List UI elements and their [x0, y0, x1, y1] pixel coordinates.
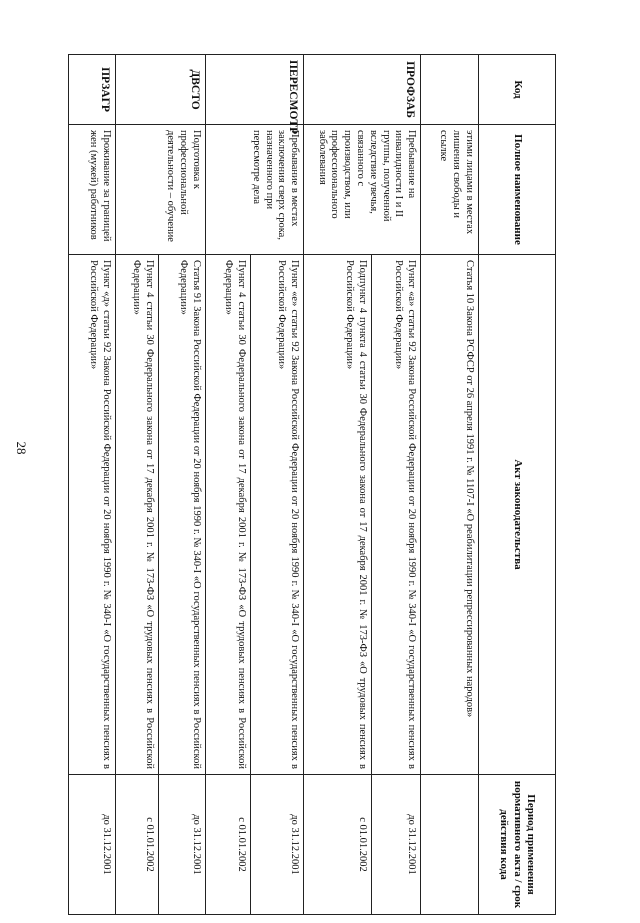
- table-header-row: [479, 55, 556, 915]
- table-row: [371, 55, 420, 915]
- period-cell: [421, 775, 479, 915]
- code-cell: ПРЗАГР: [69, 55, 116, 125]
- name-cell: Подготовка к профессиональной деятельности – обучение: [116, 125, 206, 255]
- act-cell: Пункт «а» статьи 92 Закона Российской Федерации от 20 ноября 1990 г. № 340-I «О государственных пенсиях в Российской Федерации»: [371, 255, 420, 775]
- act-cell: Подпункт 4 пункта 4 статьи 30 Федерального закона от 17 декабря 2001 г. № 173-ФЗ «О трудовых пенсиях в Российской Федерации»: [304, 255, 372, 775]
- act-cell: Пункт «д» статьи 92 Закона Российской Федерации от 20 ноября 1990 г. № 340-I «О государственных пенсиях в Российской Федерации»: [69, 255, 116, 775]
- name-cell: Пребывание в местах заключения сверх срока, назначенного при пересмотре дела: [205, 125, 303, 255]
- name-cell: этими лицами в местах лишения свободы и ссылке: [421, 125, 479, 255]
- period-cell: до 31.12.2001: [158, 775, 205, 915]
- codes-table: [68, 54, 556, 915]
- act-cell: Статья 91 Закона Российской Федерации от 20 ноября 1990 г. № 340-I «О государственных пенсиях в Российской Федерации»: [158, 255, 205, 775]
- act-cell: Пункт «е» статьи 92 Закона Российской Федерации от 20 ноября 1990 г. № 340-I «О государственных пенсиях в Российской Федерации»: [250, 255, 303, 775]
- period-cell: с 01.01.2002: [304, 775, 372, 915]
- header-act: Акт законодательства: [479, 255, 556, 775]
- name-cell: Проживание за границей жен (мужей) работников: [69, 125, 116, 255]
- act-cell: Пункт 4 статьи 30 Федерального закона от 17 декабря 2001 г. № 173-ФЗ «О трудовых пенсиях в Российской Федерации»: [116, 255, 159, 775]
- period-cell: до 31.12.2001: [371, 775, 420, 915]
- act-cell: Пункт 4 статьи 30 Федерального закона от 17 декабря 2001 г. № 173-ФЗ «О трудовых пенсиях в Российской Федерации»: [205, 255, 250, 775]
- document-sheet: [68, 54, 556, 914]
- table-row: [250, 55, 303, 915]
- table-row: [69, 55, 116, 915]
- code-cell: [421, 55, 479, 125]
- page-number: 28: [14, 441, 29, 455]
- header-period: Период применения нормативного акта / срок действия кода: [479, 775, 556, 915]
- period-cell: до 31.12.2001: [69, 775, 116, 915]
- period-cell: с 01.01.2002: [205, 775, 250, 915]
- header-code: Код: [479, 55, 556, 125]
- header-name: Полное наименование: [479, 125, 556, 255]
- period-cell: до 31.12.2001: [250, 775, 303, 915]
- table-row: [421, 55, 479, 915]
- code-cell: ПЕРЕСМОТР: [205, 55, 303, 125]
- code-cell: ПРОФЗАБ: [304, 55, 421, 125]
- act-cell: Статья 10 Закона РСФСР от 26 апреля 1991 г. № 1107-I «О реабилитации репрессированных народов»: [421, 255, 479, 775]
- code-cell: ДВСТО: [116, 55, 206, 125]
- period-cell: с 01.01.2002: [116, 775, 159, 915]
- rotated-table-wrapper: [68, 54, 556, 914]
- name-cell: Пребывание на инвалидности I и II группы, полученной вследствие увечья, связанного с производством, или профессионального заболевания: [304, 125, 421, 255]
- table-row: [158, 55, 205, 915]
